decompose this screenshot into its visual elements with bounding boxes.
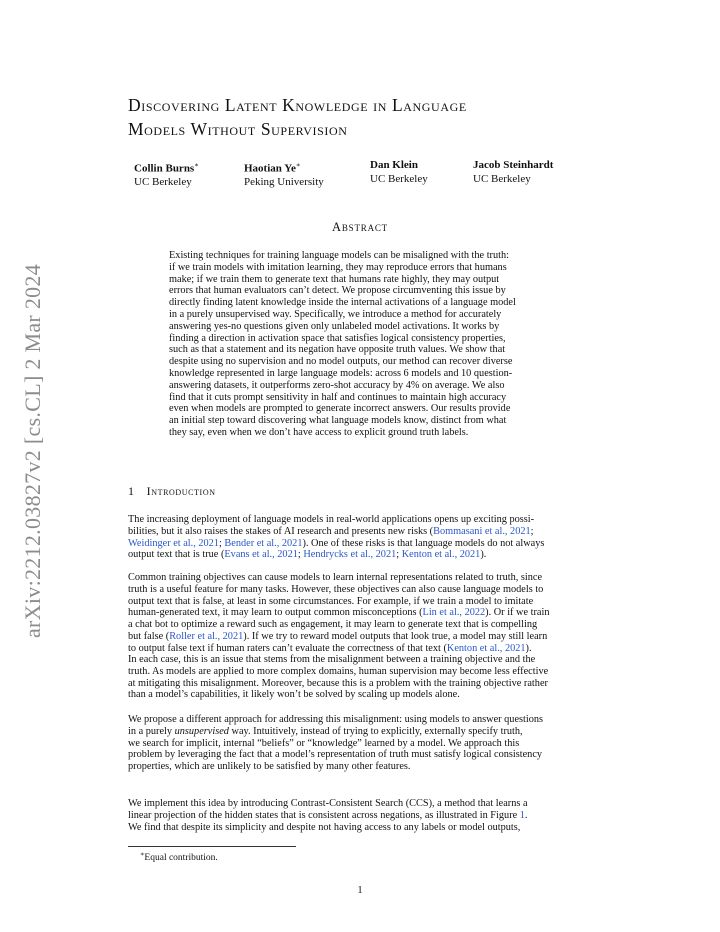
paragraph-line xyxy=(128,596,596,608)
paragraph-line xyxy=(128,572,596,584)
text-segment: We propose a different approach for addressing this misalignment: using models to answer questions xyxy=(128,714,544,725)
text-segment: in a purely xyxy=(128,725,175,737)
text-segment: output text that is false, at least in some circumstances. For example, if we train a model to imitate xyxy=(128,595,534,607)
paragraph-line xyxy=(128,726,596,738)
citation-link[interactable]: Bommasani et al., 2021 xyxy=(433,525,531,537)
paper-title xyxy=(128,93,608,141)
equal-contribution-mark: ∗ xyxy=(295,161,301,169)
citation-link[interactable]: Hendrycks et al., 2021 xyxy=(303,549,397,561)
paragraph xyxy=(128,654,596,701)
page-number: 1 xyxy=(357,885,363,896)
abstract-line: even when models are prompted to generate incorrect answers. Our results provide xyxy=(169,403,511,415)
author-affiliation: UC Berkeley xyxy=(134,176,192,189)
citation-link[interactable]: Kenton et al., 2021 xyxy=(401,549,481,561)
author-name: Dan Klein xyxy=(370,159,418,171)
paragraph xyxy=(128,714,596,773)
paragraph-line xyxy=(128,714,596,726)
abstract-line: in a purely unsupervised way. Specifically, we introduce a method for accurately xyxy=(169,308,502,320)
abstract-line: if we train models with imitation learning, they may reproduce errors that humans xyxy=(169,261,507,273)
abstract-line: despite using no supervision and no model outputs, our method can recover diverse xyxy=(169,356,513,368)
citation-link[interactable]: Roller et al., 2021 xyxy=(169,630,244,642)
paragraph-line xyxy=(128,761,596,773)
text-segment: ). One of these risks is that language models do not always xyxy=(302,537,545,549)
paragraph xyxy=(128,798,596,833)
footnote xyxy=(140,850,218,863)
citation-link[interactable]: Bender et al., 2021 xyxy=(224,537,303,549)
paragraph-line xyxy=(128,749,596,761)
text-segment: ; xyxy=(297,549,304,561)
citation-link[interactable]: 1 xyxy=(519,809,525,821)
abstract-line: errors that human evaluators can’t detect. We propose circumventing this issue by xyxy=(169,285,506,297)
footnote-text: Equal contribution. xyxy=(144,853,218,864)
footnote-divider xyxy=(128,846,296,847)
author-block xyxy=(473,159,553,186)
paragraph-line xyxy=(128,666,596,678)
text-segment: ; xyxy=(530,525,534,537)
paragraph xyxy=(128,572,596,655)
paragraph-line xyxy=(128,619,596,631)
abstract-line: find that it cuts prompt sensitivity in half and continues to maintain high accuracy xyxy=(169,391,507,403)
text-segment: way. Intuitively, instead of trying to explicitly, externally specify truth, xyxy=(228,725,523,737)
paragraph-line xyxy=(128,631,596,643)
paragraph-line xyxy=(128,798,596,810)
text-segment: at mitigating this misalignment. Moreover, because this is a problem with the training objective rather xyxy=(128,677,548,689)
arxiv-identifier-text: arXiv:2212.03827v2 [cs.CL] 2 Mar 2024 xyxy=(20,263,46,639)
text-segment: problem by leveraging the fact that a model’s representation of truth must satisfy logical consistency xyxy=(128,749,543,761)
paragraph-line xyxy=(128,549,596,561)
author-block xyxy=(134,159,199,190)
section-title: Introduction xyxy=(146,484,216,498)
abstract-line: Existing techniques for training language models can be misaligned with the truth: xyxy=(169,250,510,261)
author-affiliation: Peking University xyxy=(244,176,324,189)
paragraph-line xyxy=(128,810,596,822)
paragraph-line xyxy=(128,514,596,526)
citation-link[interactable]: Lin et al., 2022 xyxy=(422,607,486,619)
abstract-line: answering yes-no questions given only unlabeled model activations. It works by xyxy=(169,320,500,332)
text-segment: properties, which are unlikely to be satisfied by many other features. xyxy=(128,761,411,773)
paragraph-line xyxy=(128,689,596,701)
abstract-line: finding a direction in activation space that satisfies logical consistency properties, xyxy=(169,332,506,344)
author-name: Jacob Steinhardt xyxy=(473,159,554,171)
paragraph-line xyxy=(128,538,596,550)
text-segment: The increasing deployment of language models in real-world applications opens up exciting possi- xyxy=(128,514,535,525)
text-segment: than a model’s capabilities, it likely won’t be solved by scaling up models alone. xyxy=(128,689,460,701)
citation-link[interactable]: Evans et al., 2021 xyxy=(224,549,298,561)
section-number: 1 xyxy=(128,484,135,498)
paragraph-line xyxy=(128,678,596,690)
citation-link[interactable]: Kenton et al., 2021 xyxy=(446,642,526,654)
abstract-line: directly finding latent knowledge inside the internal activations of a language model xyxy=(169,297,516,309)
text-segment: ). xyxy=(525,642,532,654)
paragraph-line xyxy=(128,526,596,538)
paragraph-line xyxy=(128,607,596,619)
author-affiliation: UC Berkeley xyxy=(473,172,531,185)
text-segment: Common training objectives can cause models to learn internal representations related to truth, since xyxy=(128,572,543,583)
abstract-line: an initial step toward discovering what language models know, distinct from what xyxy=(169,415,507,427)
text-segment: . xyxy=(524,809,528,821)
text-segment: ). Or if we train xyxy=(485,607,550,619)
abstract-line: such as that a statement and its negation have opposite truth values. We show that xyxy=(169,344,506,356)
citation-link[interactable]: Weidinger et al., 2021 xyxy=(128,537,219,549)
paper-title-line-2: Models Without Supervision xyxy=(128,119,348,139)
abstract-line: knowledge represented in large language models: across 6 models and 10 question- xyxy=(169,367,513,379)
author-affiliation: UC Berkeley xyxy=(370,172,428,185)
abstract-body xyxy=(169,250,553,439)
section-heading xyxy=(128,484,216,499)
paragraph-line xyxy=(128,738,596,750)
paragraph xyxy=(128,514,596,561)
paper-title-line-1: Discovering Latent Knowledge in Language xyxy=(128,95,467,115)
text-segment: output text that is true ( xyxy=(128,549,225,561)
text-segment: ; xyxy=(218,537,225,549)
paragraph-line xyxy=(128,654,596,666)
text-segment: a chat bot to optimize a reward such as engagement, it may learn to generate text that is compelling xyxy=(128,619,538,631)
text-segment: linear projection of the hidden states that is consistent across negations, as illustrated in Figure xyxy=(128,809,520,821)
arxiv-identifier-stamp xyxy=(16,246,50,656)
paragraph-line xyxy=(128,643,596,655)
text-segment: truth. As models are applied to more complex domains, human supervision may become less effective xyxy=(128,665,549,677)
text-segment: We find that despite its simplicity and despite not having access to any labels or model outputs, xyxy=(128,821,521,833)
text-segment: we search for implicit, internal “beliefs” or “knowledge” learned by a model. We approach this xyxy=(128,737,520,749)
text-segment: but false ( xyxy=(128,630,170,642)
text-segment: truth is a useful feature for many tasks. However, these objectives can also cause language models to xyxy=(128,583,544,595)
footnote-mark: ∗ xyxy=(140,851,145,858)
abstract-heading: Abstract xyxy=(332,220,388,234)
abstract-line: make; if we train them to generate text that humans rate highly, they may output xyxy=(169,273,500,285)
author-name: Collin Burns xyxy=(134,162,195,175)
abstract-line: answering datasets, it outperforms zero-shot accuracy by 4% on average. We also xyxy=(169,379,505,391)
emphasized-text: unsupervised xyxy=(174,725,229,737)
text-segment: ). If we try to reward model outputs that look true, a model may still learn xyxy=(243,630,548,642)
text-segment: ; xyxy=(396,549,402,561)
paragraph-line xyxy=(128,822,596,834)
text-segment: In each case, this is an issue that stems from the misalignment between a training objective and the xyxy=(128,654,536,665)
author-block xyxy=(244,159,324,190)
text-segment: ). xyxy=(480,549,487,561)
text-segment: human-generated text, it may learn to output common misconceptions ( xyxy=(128,607,423,619)
author-block xyxy=(370,159,428,186)
text-segment: to output false text if human raters can’t evaluate the correctness of that text ( xyxy=(128,642,447,654)
text-segment: We implement this idea by introducing Contrast-Consistent Search (CCS), a method that learns a xyxy=(128,798,528,809)
abstract-line: they say, even when we don’t have access to explicit ground truth labels. xyxy=(169,426,469,438)
equal-contribution-mark: ∗ xyxy=(194,161,199,169)
author-name: Haotian Ye xyxy=(244,162,296,175)
paragraph-line xyxy=(128,584,596,596)
text-segment: bilities, but it also raises the stakes of AI research and presents new risks ( xyxy=(128,525,434,537)
